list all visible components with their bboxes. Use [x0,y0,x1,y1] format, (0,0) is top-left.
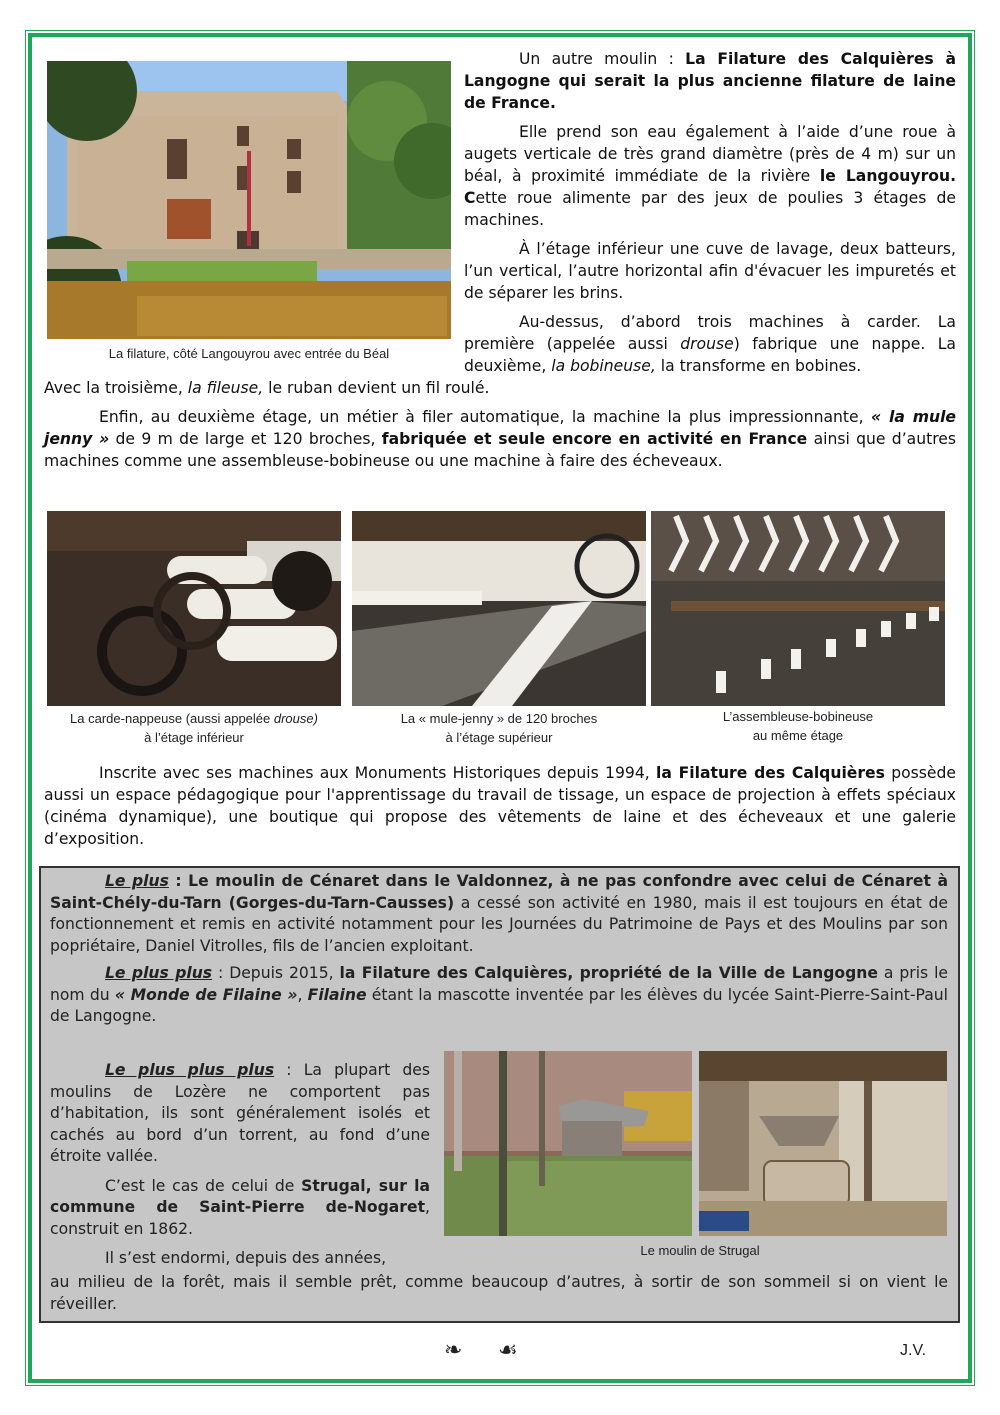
river-name: le Langouyrou. C [464,167,956,207]
photo-assembleuse-bobineuse [651,511,945,706]
paragraph-fileuse [44,377,956,472]
text-span: Avec la troisième, [44,379,188,397]
le-plus-plus-label: Le plus plus [105,964,213,982]
le-plus-text [50,871,948,957]
endormi-text: au milieu de la forêt, mais il semble prêt, comme beaucoup d’autres, à sortir de son sommeil si on vient le réveiller. [50,1273,948,1313]
text-span: : La plupart des moulins de Lozère ne comportent pas d’habitation, ils sont généralement isolés et cachés au bord d’un torrent, au fond d’une étroite vallée. [50,1061,430,1165]
text-span: La carde-nappeuse (aussi appelée [70,711,274,726]
bold-phrase: fabriquée et seule encore en activité en France [381,430,808,448]
caption-line-1: L’assembleuse-bobineuse [722,709,874,724]
caption-line-2: à l’étage inférieur [144,730,244,745]
bold-phrase: la Filature des Calquières [656,764,885,782]
text-span: Inscrite avec ses machines aux Monuments Historiques depuis 1994, [99,764,656,782]
text-span: le ruban devient un fil roulé. [263,379,490,397]
caption-line-2: au même étage [752,728,844,743]
intro-lead: Un autre moulin : [519,50,686,68]
italic-term: la fileuse, [187,379,264,397]
caption-line-1: La « mule-jenny » de 120 broches [400,711,598,726]
text-span: Au-dessus, d’abord trois machines à carder. La première (appelée aussi [464,313,956,353]
intro-paragraph-4 [464,311,956,377]
bold-phrase: la Filature des Calquières, propriété de la Ville de Langogne [339,964,878,982]
text-span: a pris le nom du [50,964,949,1004]
text-span: de 9 m de large et 120 broches, [109,430,382,448]
endormi-paragraph-rest [50,1272,948,1315]
strugal-text [50,1176,430,1241]
mule-jenny-term: « la mule jenny » [44,408,956,448]
photo-moulin-strugal-exterior [444,1051,692,1236]
text-span: a cessé son activité en 1980, mais il est toujours en état de fonctionnement et remis en activité notamment pour les Journées du Patrimoine de Pays et des Moulins par son popriétaire, Daniel Vitrolles, fils de l’ancien exploitant. [50,893,948,955]
monde-de-filaine: « Monde de Filaine » [114,985,298,1004]
fileuse-line [44,377,956,399]
mh-text [44,762,956,850]
text-span: , construit en 1862. [50,1198,430,1238]
text-span: Enfin, au deuxième étage, un métier à filer automatique, la machine la plus impressionnante, [99,408,871,426]
le-plus-plus-text [50,963,948,1028]
ornament-right-icon: ☙ [498,1338,518,1363]
paragraph-mule-jenny [44,406,956,472]
text-span: possède aussi un espace pédagogique pour l'apprentissage du travail de tissage, un espace de projection à effets spéciaux (cinéma dynamique), une boutique qui propose des vêtements de laine et des écheveaux et une galerie d’exposition. [44,764,956,848]
italic-term: drouse [680,335,734,353]
photo-filature-exterior [47,61,451,339]
photo-moulin-strugal-interior [699,1051,947,1236]
text-span: ) fabrique une nappe. La deuxième, [464,335,956,375]
le-plus-plus-plus-text [50,1060,430,1168]
photo-carde-nappeuse [47,511,341,706]
text-span: C’est le cas de celui de [105,1176,302,1195]
text-span: la transforme en bobines. [655,357,862,375]
signature: J.V. [900,1342,927,1359]
caption-filature-exterior: La filature, côté Langouyrou avec entrée du Béal [108,346,390,361]
intro-paragraph-1 [464,48,956,114]
ornament-left-icon: ❧ [444,1338,463,1363]
caption-carde-nappeuse [40,709,348,747]
text-span: : Depuis 2015, [212,964,340,982]
bold-phrase: : Le moulin de Cénaret dans le Valdonnez, à ne pas confondre avec celui de Cénaret à Saint-Chély-du-Tarn (Gorges-du-Tarn-Causses) [50,872,948,912]
text-span: étant la mascotte inventée par les élèves du lycée Saint-Pierre-Saint-Paul de Langogne. [50,985,948,1025]
intro-paragraph-3: À l’étage inférieur une cuve de lavage, deux batteurs, l’un vertical, l’autre horizontal afin d'évacuer les impuretés et de séparer les brins. [464,240,956,302]
intro-paragraph-2 [464,121,956,231]
text-span: ainsi que d’autres machines comme une assembleuse-bobineuse ou une machine à faire des écheveaux. [44,430,957,470]
filaine-term: Filaine [307,985,367,1004]
intro-title: La Filature des Calquières à Langogne qui serait la plus ancienne filature de laine de France. [464,50,956,112]
le-plus-plus-plus-paragraph [50,1060,430,1270]
caption-moulin-strugal: Le moulin de Strugal [640,1243,760,1258]
caption-mule-jenny [345,709,653,747]
paragraph-monuments-historiques [44,762,956,850]
text-span: , [297,985,308,1004]
italic-term: drouse) [273,711,318,726]
italic-term: la bobineuse, [551,357,656,375]
le-plus-label: Le plus [105,872,169,890]
intro-text [464,48,956,377]
text-span: ette roue alimente par des jeux de poulies 3 étages de machines. [464,189,956,229]
endormi-line: Il s’est endormi, depuis des années, [105,1249,387,1267]
caption-line-2: à l’étage supérieur [445,730,553,745]
caption-assembleuse [644,707,952,745]
bold-phrase: Strugal, sur la commune de Saint-Pierre de-Nogaret [50,1176,430,1216]
le-plus-plus-plus-label: Le plus plus plus [105,1061,275,1079]
le-plus-paragraph [50,871,948,1028]
text-span: Elle prend son eau également à l’aide d’une roue à augets verticale de très grand diamètre (près de 4 m) sur un béal, à proximité immédiate de la rivière [464,123,956,185]
caption-line-1 [40,709,348,728]
photo-mule-jenny [352,511,646,706]
